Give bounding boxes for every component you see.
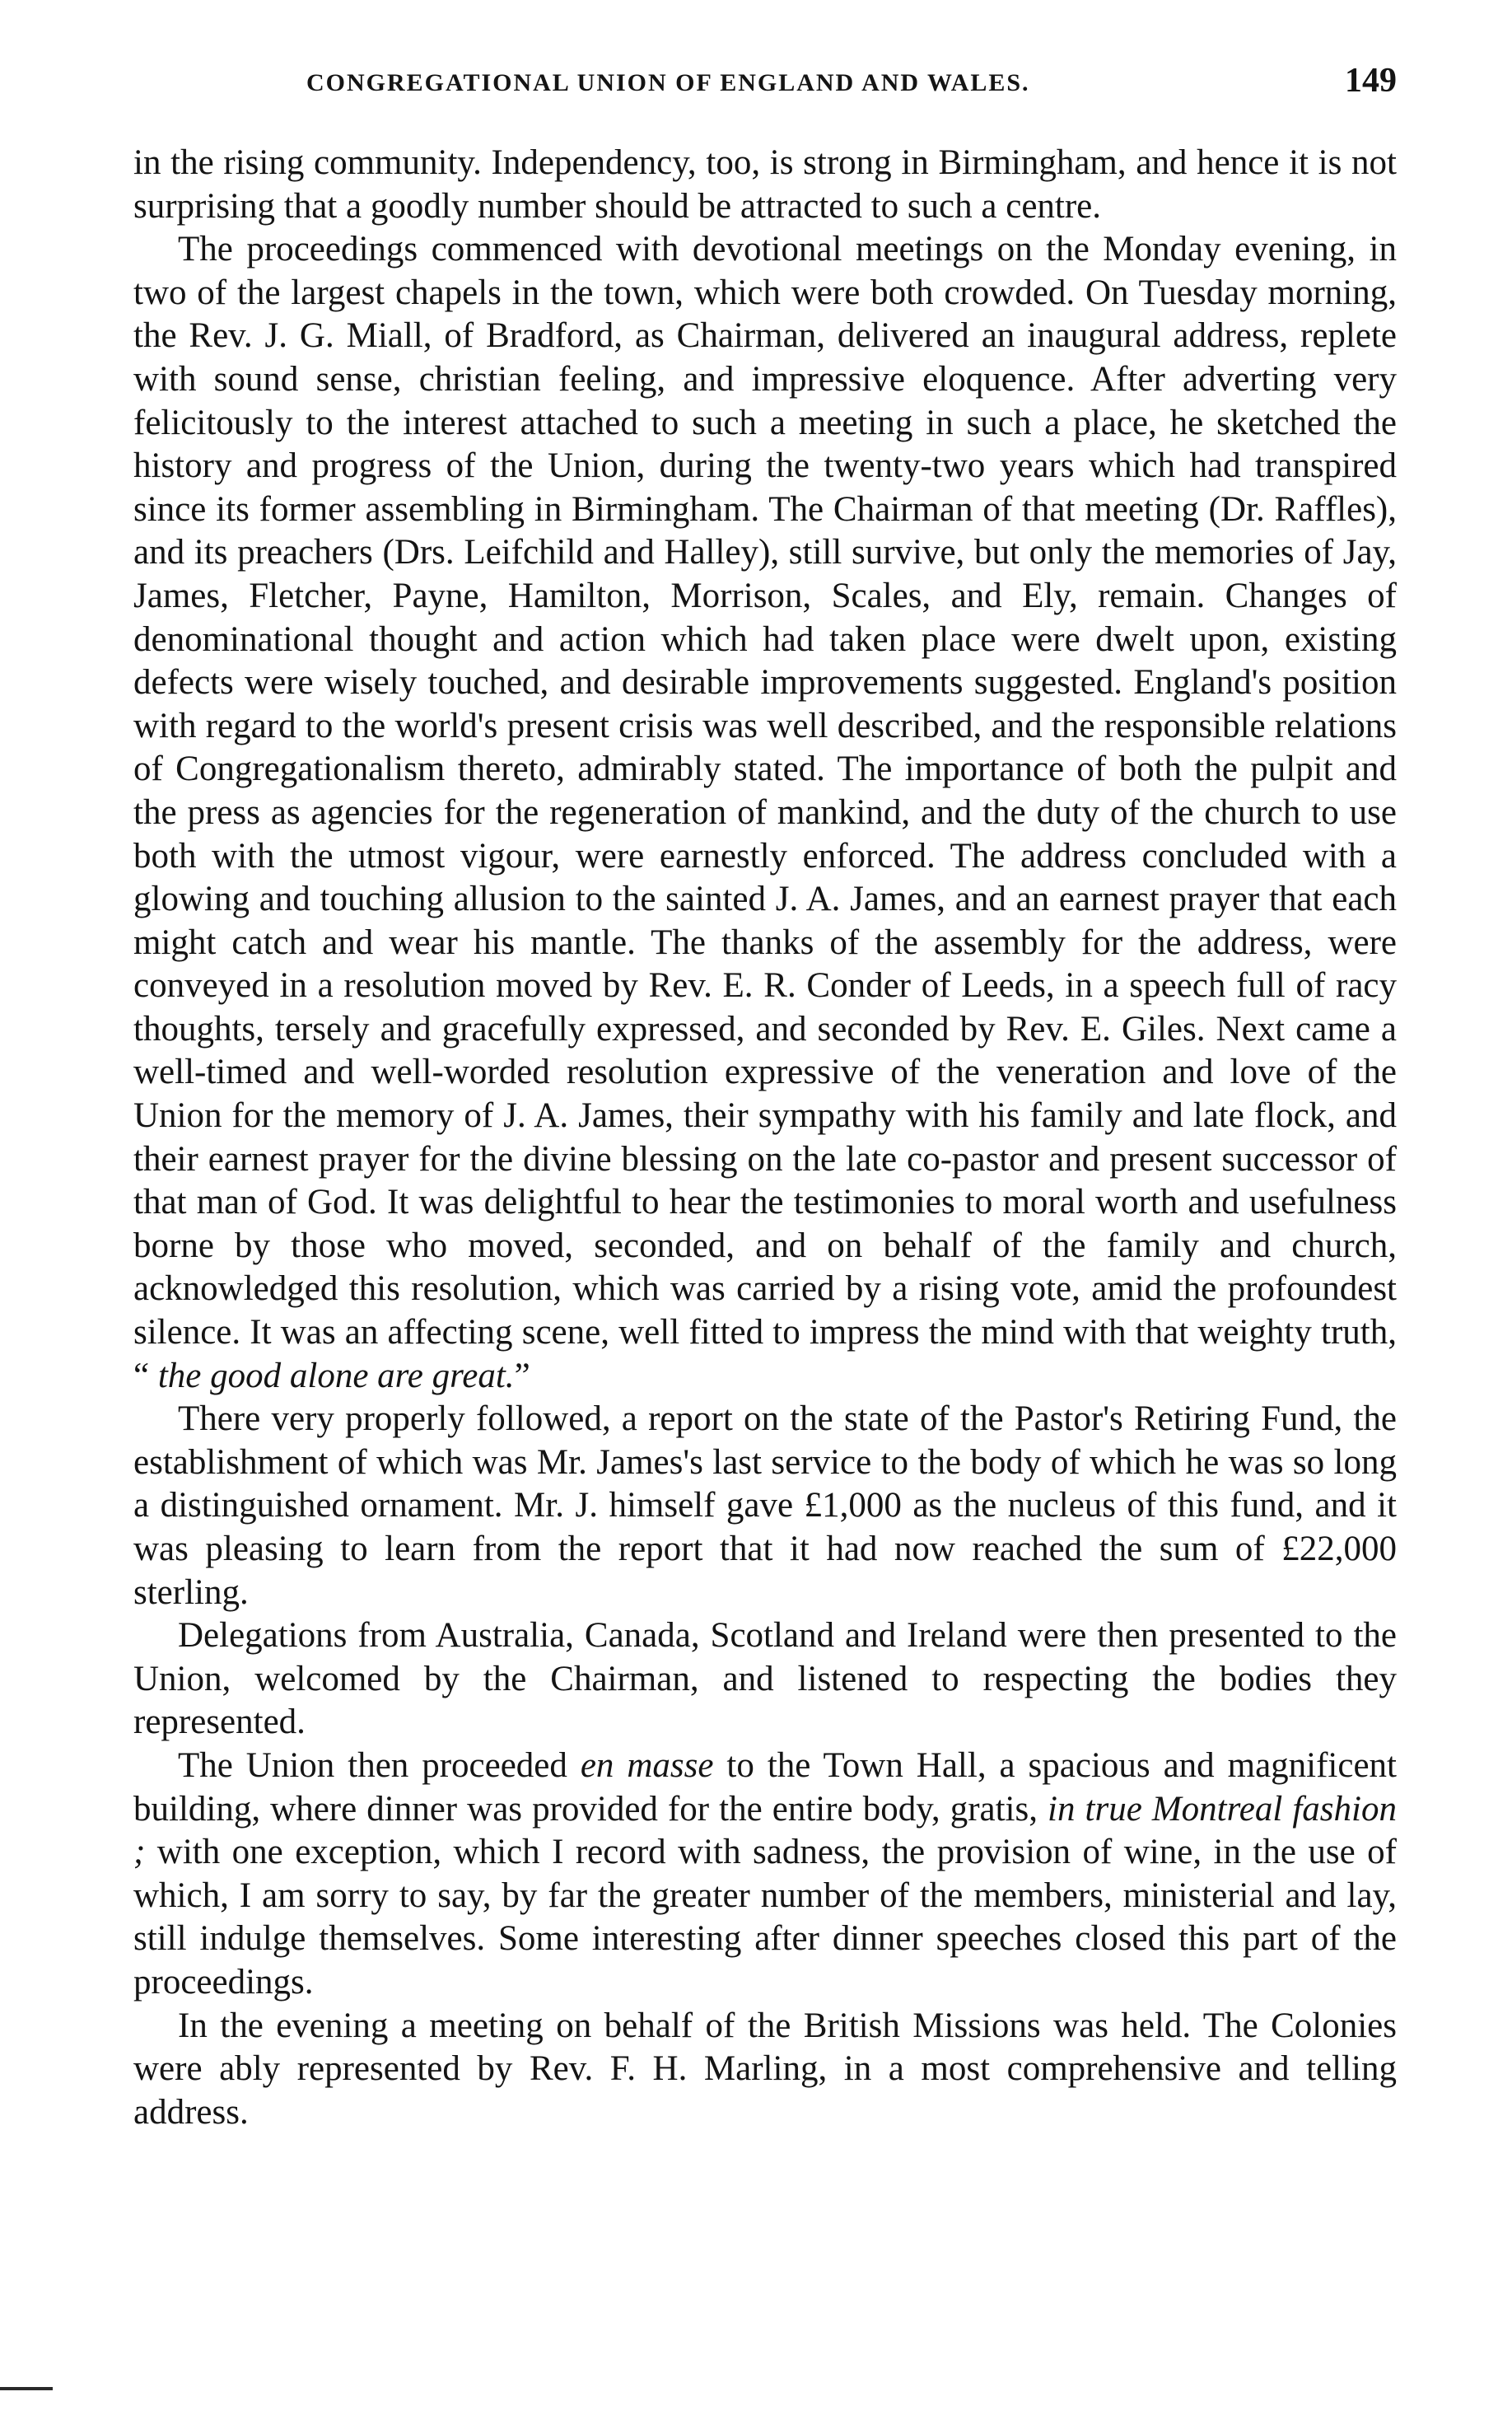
paragraph	[133, 228, 1397, 1398]
page-number: 149	[1345, 62, 1397, 100]
paragraph-text: There very properly followed, a report on the state of the Pastor's Retiring Fund, the establishment of which was Mr. James's last service to the body of which he was so long a distinguished ornament. Mr. J. himself gave £1,000 as the nucleus of this fund, and it was pleasing to learn from the report that it had now reached the sum of £22,000 sterling.	[133, 1399, 1397, 1612]
bottom-rule	[0, 2387, 53, 2390]
paragraph-text: with one exception, which I record with sadness, the provision of wine, in the use of which, I am sorry to say, by far the greater number of the members, ministerial and lay, still indulge themselves. Some interesting after dinner speeches closed this part of the proceedings.	[133, 1833, 1397, 2002]
book-page	[133, 49, 1397, 2132]
running-title: CONGREGATIONAL UNION OF ENGLAND AND WALES.	[306, 69, 1030, 96]
italic-text: en masse	[580, 1745, 714, 1785]
paragraph-text: The Union then proceeded	[178, 1745, 581, 1785]
paragraph-text: to the Town Hall, a spacious and magnificent building, where dinner was provided for the entire body, gratis,	[133, 1745, 1397, 1829]
paragraph	[133, 1745, 1397, 2005]
paragraph-text: The proceedings commenced with devotional meetings on the Monday evening, in two of the largest chapels in the town, which were both crowded. On Tuesday morning, the Rev. J. G. Miall, of Bradford, as Chairman, delivered an inaugural address, replete with sound sense, christian feeling, and impressive eloquence. After adverting very felicitously to the interest attached to such a meeting in such a place, he sketched the history and progress of the Union, during the twenty-two years which had transpired since its former assembling in Birmingham. The Chairman of that meeting (Dr. Raffles), and its preachers (Drs. Leifchild and Halley), still survive, but only the memories of Jay, James, Fletcher, Payne, Hamilton, Morrison, Scales, and Ely, remain. Changes of denominational thought and action which had taken place were dwelt upon, existing defects were wisely touched, and desirable improvements suggested. England's position with regard to the world's present crisis was well described, and the responsible relations of Congregationalism thereto, admirably stated. The importance of both the pulpit and the press as agencies for the regeneration of mankind, and the duty of the church to use both with the utmost vigour, were earnestly enforced. The address concluded with a glowing and touching allusion to the sainted J. A. James, and an earnest prayer that each might catch and wear his mantle. The thanks of the assembly for the address, were conveyed in a resolution moved by Rev. E. R. Conder of Leeds, in a speech full of racy thoughts, tersely and gracefully expressed, and seconded by Rev. E. Giles. Next came a well-timed and well-worded resolution expressive of the veneration and love of the Union for the memory of J. A. James, their sympathy with his family and late flock, and their earnest prayer for the divine blessing on the late co-pastor and present successor of that man of God. It was delightful to hear the testimonies to moral worth and usefulness borne by those who moved, seconded, and on behalf of the family and church, acknowledged this resolution, which was carried by a rising vote, amid the profoundest silence. It was an affecting scene, well fitted to impress the mind with that weighty truth, “	[133, 230, 1397, 1395]
italic-text: the good alone are great.	[157, 1356, 515, 1395]
italic-text: in true Montreal fashion ;	[133, 1789, 1397, 1872]
paragraph-text: Delegations from Australia, Canada, Scotland and Ireland were then presented to the Union, welcomed by the Chairman, and listened to respecting the bodies they represented.	[133, 1616, 1397, 1742]
paragraph-text: ”	[514, 1356, 530, 1395]
paragraph	[133, 1614, 1397, 1745]
page-header	[133, 49, 1397, 119]
paragraph-text: in the rising community. Independency, too, is strong in Birmingham, and hence it is not surprising that a goodly number should be attracted to such a centre.	[133, 143, 1397, 226]
paragraph	[133, 2005, 1397, 2135]
paragraph	[133, 1398, 1397, 1614]
paragraph	[133, 142, 1397, 228]
paragraph-text: In the evening a meeting on behalf of the British Missions was held. The Colonies were ably represented by Rev. F. H. Marling, in a most comprehensive and telling address.	[133, 2006, 1397, 2132]
body-text	[133, 142, 1397, 2134]
